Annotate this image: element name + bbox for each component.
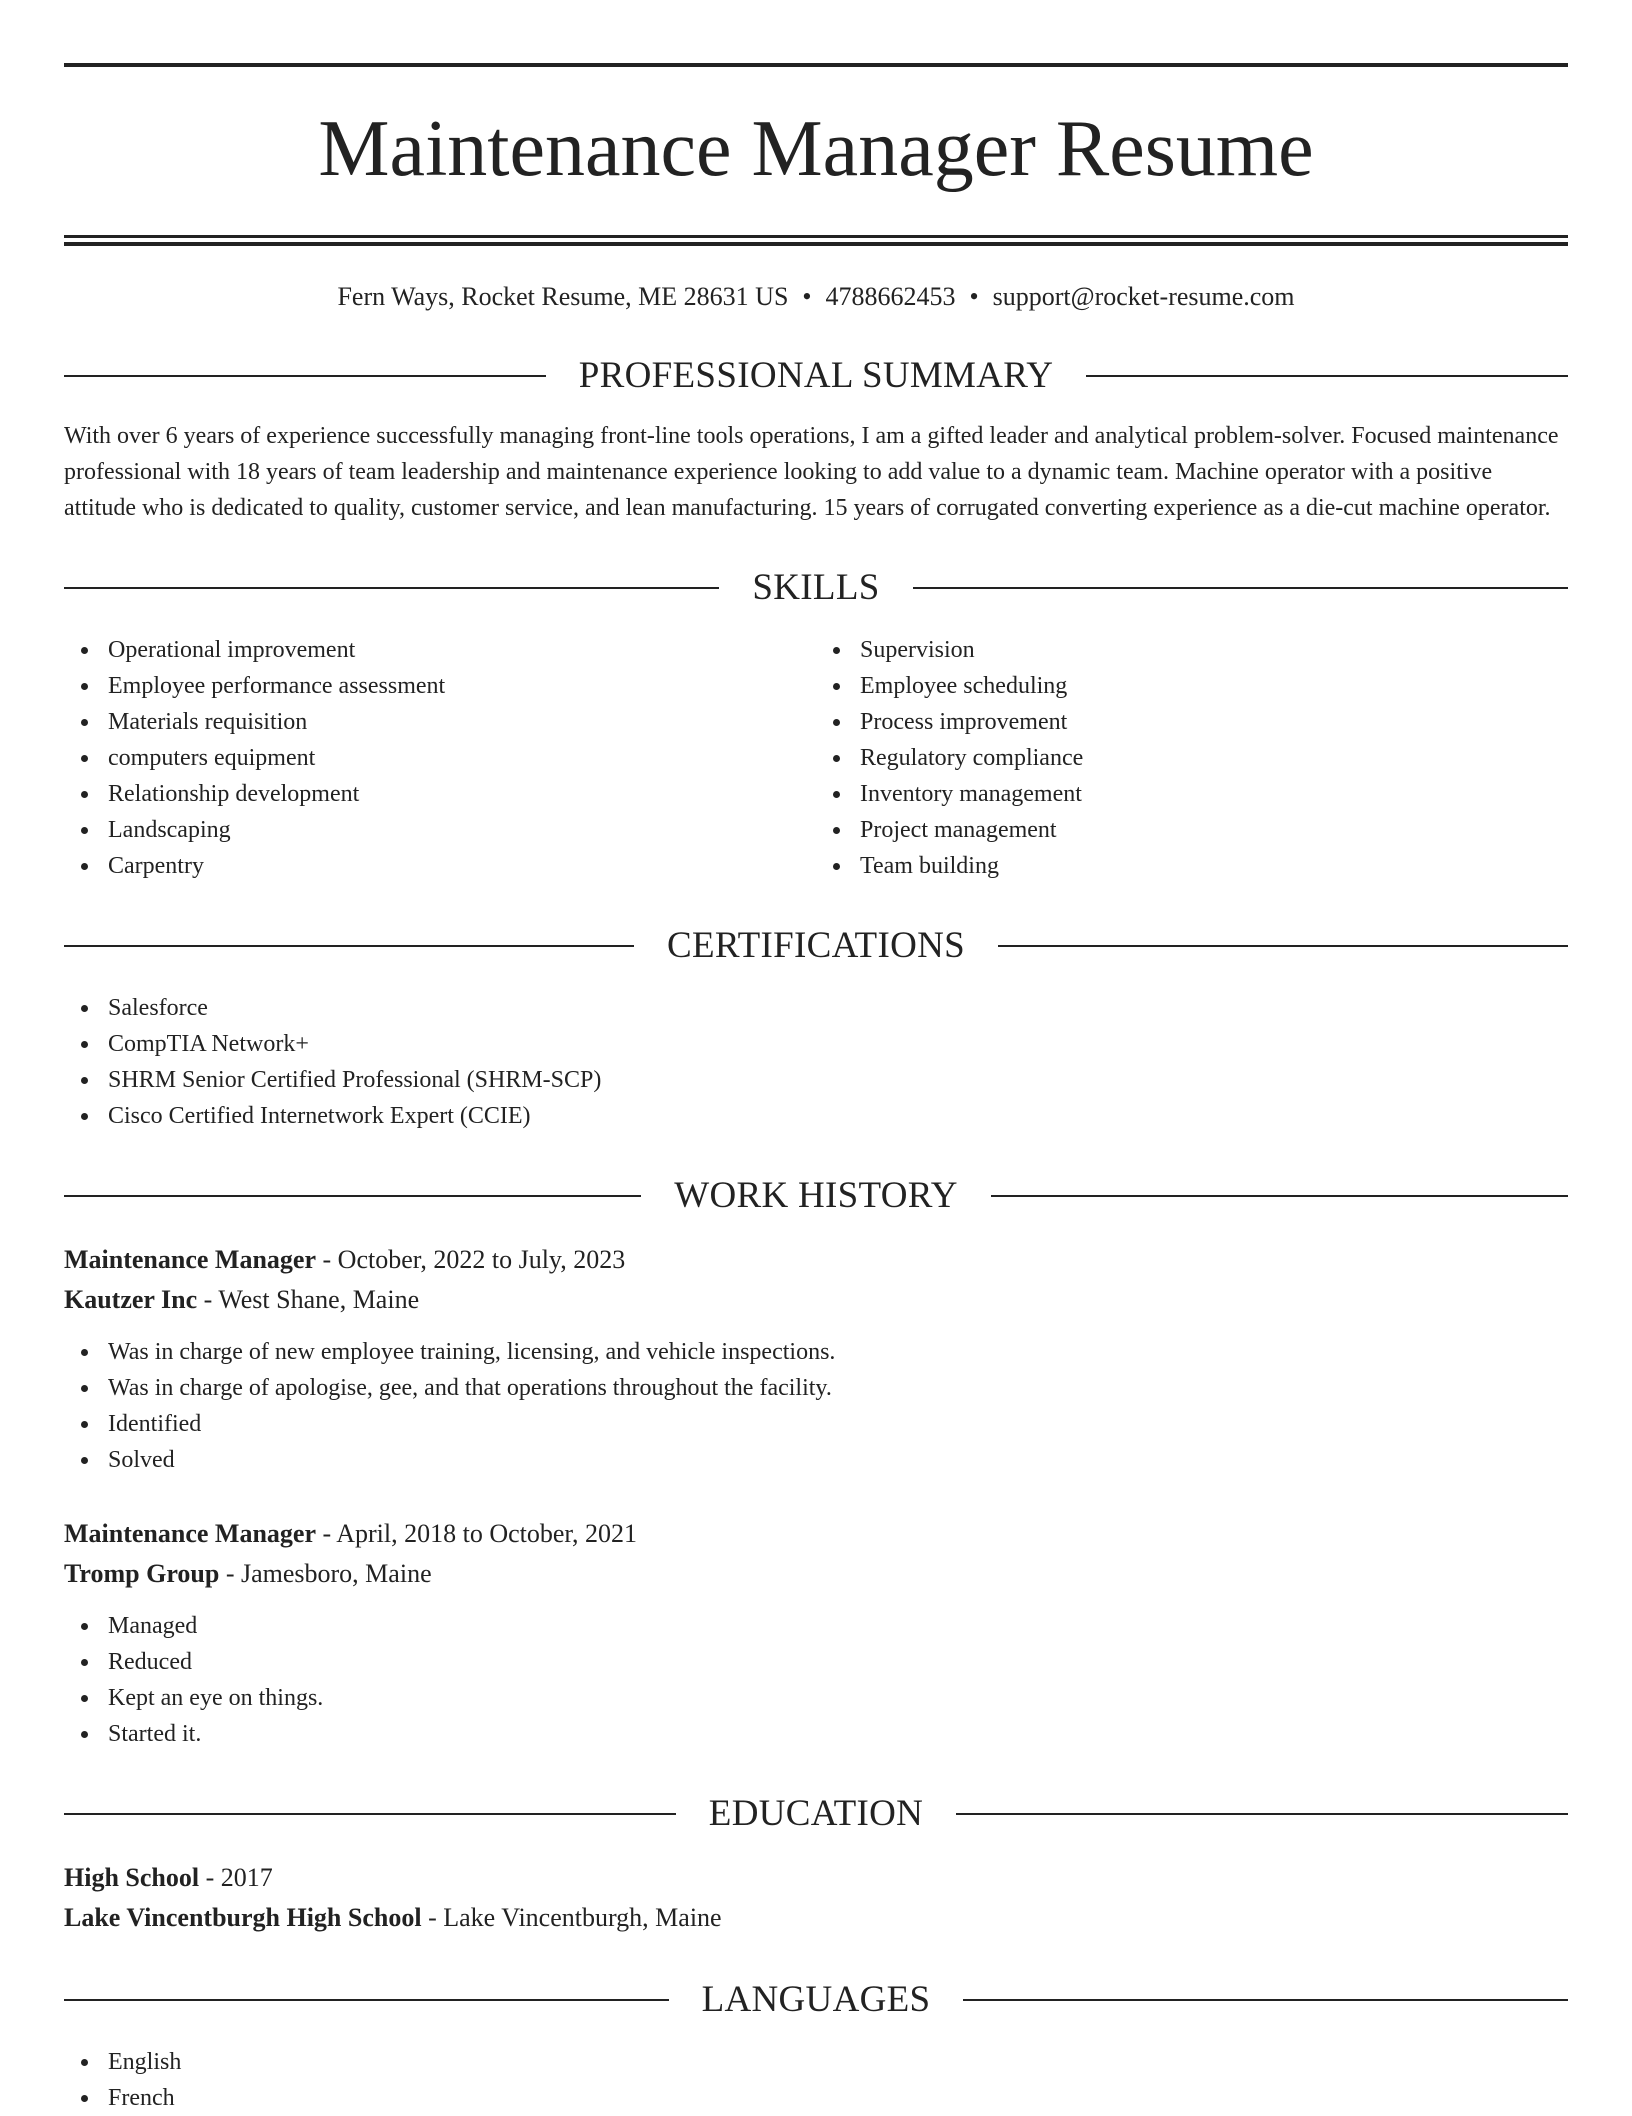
contact-separator: • <box>802 282 812 311</box>
job-title: Maintenance Manager <box>64 1245 317 1274</box>
skill-item: Materials requisition <box>108 704 816 740</box>
skill-item: computers equipment <box>108 740 816 776</box>
skill-item: Carpentry <box>108 848 816 884</box>
section-rule <box>64 945 634 947</box>
skill-item: Supervision <box>860 632 1568 668</box>
job-title-line <box>64 1240 1568 1280</box>
skills-list-right <box>816 632 1568 884</box>
education-year: - 2017 <box>199 1863 273 1892</box>
skills-list-left <box>64 632 816 884</box>
job-bullet: Identified <box>108 1406 1568 1442</box>
job-company-line <box>64 1280 1568 1320</box>
contact-phone: 4788662453 <box>825 282 956 311</box>
section-header-work <box>64 1174 1568 1218</box>
skill-item: Regulatory compliance <box>860 740 1568 776</box>
top-rule <box>64 63 1568 67</box>
education-entry <box>64 1858 1568 1938</box>
education-degree-line <box>64 1858 1568 1898</box>
section-title-languages: LANGUAGES <box>701 1979 931 2020</box>
job-bullet: Was in charge of new employee training, licensing, and vehicle inspections. <box>108 1334 1568 1370</box>
title-double-rule <box>64 235 1568 246</box>
language-item: English <box>108 2044 1568 2080</box>
section-rule <box>998 945 1568 947</box>
section-rule <box>64 587 719 589</box>
job-bullet: Solved <box>108 1442 1568 1478</box>
contact-line <box>64 280 1568 314</box>
section-rule <box>956 1813 1568 1815</box>
section-title-certifications: CERTIFICATIONS <box>667 925 965 966</box>
job-location: - Jamesboro, Maine <box>219 1559 432 1588</box>
section-rule <box>991 1195 1568 1197</box>
job-company-line <box>64 1554 1568 1594</box>
job-bullets <box>64 1608 1568 1752</box>
job-entry <box>64 1514 1568 1752</box>
section-rule <box>913 587 1568 589</box>
job-bullet: Reduced <box>108 1644 1568 1680</box>
skill-item: Employee performance assessment <box>108 668 816 704</box>
contact-email: support@rocket-resume.com <box>992 282 1295 311</box>
section-title-education: EDUCATION <box>708 1793 924 1834</box>
job-bullets <box>64 1334 1568 1478</box>
job-bullet: Managed <box>108 1608 1568 1644</box>
section-header-languages <box>64 1978 1568 2022</box>
certification-item: CompTIA Network+ <box>108 1026 1568 1062</box>
section-title-summary: PROFESSIONAL SUMMARY <box>578 355 1054 396</box>
education-degree: High School <box>64 1863 200 1892</box>
section-rule <box>64 375 546 377</box>
job-dates: - April, 2018 to October, 2021 <box>316 1519 638 1548</box>
section-header-certifications <box>64 924 1568 968</box>
section-header-education <box>64 1792 1568 1836</box>
skill-item: Employee scheduling <box>860 668 1568 704</box>
education-location: - Lake Vincentburgh, Maine <box>421 1903 722 1932</box>
languages-list <box>64 2044 1568 2116</box>
certification-item: Salesforce <box>108 990 1568 1026</box>
job-bullet: Was in charge of apologise, gee, and that operations throughout the facility. <box>108 1370 1568 1406</box>
resume-title: Maintenance Manager Resume <box>318 105 1314 193</box>
section-title-skills: SKILLS <box>752 567 880 608</box>
section-rule <box>64 1999 669 2001</box>
section-rule <box>64 1195 641 1197</box>
section-rule <box>64 1813 676 1815</box>
contact-address: Fern Ways, Rocket Resume, ME 28631 US <box>337 282 789 311</box>
job-bullet: Kept an eye on things. <box>108 1680 1568 1716</box>
language-item: French <box>108 2080 1568 2116</box>
contact-separator: • <box>969 282 979 311</box>
job-dates: - October, 2022 to July, 2023 <box>316 1245 626 1274</box>
job-company: Kautzer Inc <box>64 1285 198 1314</box>
skill-item: Operational improvement <box>108 632 816 668</box>
section-title-work: WORK HISTORY <box>674 1175 958 1216</box>
section-header-skills <box>64 566 1568 610</box>
certification-item: SHRM Senior Certified Professional (SHRM-SCP) <box>108 1062 1568 1098</box>
job-location: - West Shane, Maine <box>197 1285 420 1314</box>
skill-item: Landscaping <box>108 812 816 848</box>
job-bullet: Started it. <box>108 1716 1568 1752</box>
education-school-line <box>64 1898 1568 1938</box>
skill-item: Inventory management <box>860 776 1568 812</box>
skills-columns <box>64 632 1568 884</box>
job-title: Maintenance Manager <box>64 1519 317 1548</box>
section-rule <box>963 1999 1568 2001</box>
job-company: Tromp Group <box>64 1559 220 1588</box>
certification-item: Cisco Certified Internetwork Expert (CCIE) <box>108 1098 1568 1134</box>
job-title-line <box>64 1514 1568 1554</box>
skill-item: Relationship development <box>108 776 816 812</box>
section-header-summary <box>64 354 1568 398</box>
skill-item: Project management <box>860 812 1568 848</box>
skill-item: Process improvement <box>860 704 1568 740</box>
education-school: Lake Vincentburgh High School <box>64 1903 422 1932</box>
summary-text: With over 6 years of experience successfully managing front-line tools operations, I am a gifted leader and analytical problem-solver. Focused maintenance professional with 18 years of team leadership and maintenance experience looking to add value to a dynamic team. Machine operator with a positive attitude who is dedicated to quality, customer service, and lean manufacturing. 15 years of corrugated converting experience as a die-cut machine operator. <box>64 423 1559 521</box>
section-rule <box>1086 375 1568 377</box>
certifications-list <box>64 990 1568 1134</box>
skill-item: Team building <box>860 848 1568 884</box>
job-entry <box>64 1240 1568 1478</box>
